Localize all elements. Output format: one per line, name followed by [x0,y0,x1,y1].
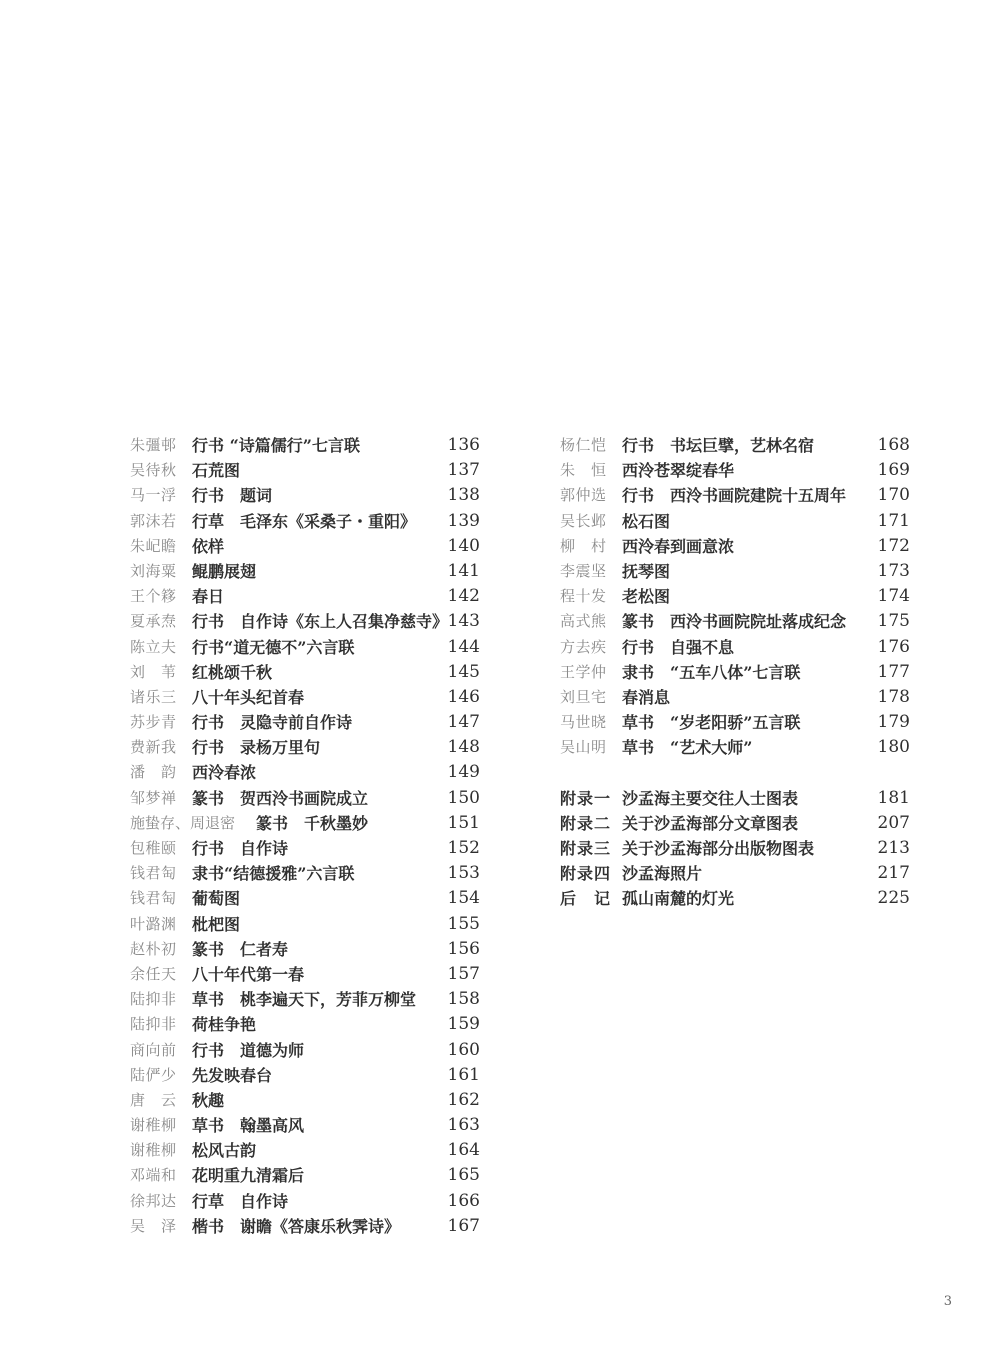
toc-entry [560,735,910,760]
entry-author: 杨仁恺 [560,436,607,454]
entry-title: 春消息 [622,687,671,707]
entry-page-number: 155 [447,913,480,934]
toc-entry [130,509,480,534]
entry-page-number: 178 [877,686,910,707]
toc-entry [130,1214,480,1239]
appendix-title: 沙孟海照片 [622,864,703,884]
entry-page-number: 180 [877,737,910,758]
entry-title: 抚琴图 [622,561,671,581]
toc-entry [560,483,910,508]
entry-author: 郭沫若 [130,511,177,530]
section-gap [560,760,910,785]
entry-title: 行书 自强不息 [622,637,735,657]
entry-page-number: 151 [447,812,480,833]
entry-title: 行书 自作诗 [192,839,289,858]
entry-title: 西泠春到画意浓 [622,536,735,556]
entry-page-number: 157 [447,963,480,984]
entry-author: 邹梦禅 [130,788,177,807]
entry-page-number: 172 [877,535,910,556]
entry-author: 刘 苇 [130,662,177,681]
entry-author: 钱君匋 [130,864,177,883]
entry-author: 施蛰存、周退密 [130,813,236,832]
toc-entry [130,1138,480,1163]
toc-entry [130,458,480,483]
appendix-label: 后 记 [560,889,612,909]
entry-page-number: 150 [447,787,480,808]
toc-entry [130,987,480,1012]
entry-author: 朱彊邨 [130,436,177,454]
entry-page-number: 162 [447,1089,480,1110]
entry-page-number: 166 [447,1190,480,1211]
entry-title: 篆书 仁者寿 [192,939,289,959]
entry-author: 朱屺瞻 [130,536,177,555]
toc-entry [130,1038,480,1063]
appendix-title: 关于沙孟海部分出版物图表 [622,839,815,858]
entry-title: 春日 [192,587,225,607]
entry-page-number: 173 [877,560,910,581]
toc-entry [560,635,910,660]
entry-page-number: 139 [447,510,480,531]
entry-page-number: 169 [877,460,910,481]
entry-title: 枇杷图 [192,914,241,934]
entry-page-number: 174 [877,586,910,607]
entry-page-number: 141 [447,560,480,581]
appendix-entry [560,811,910,836]
entry-author: 余任天 [130,964,177,983]
entry-title: 行书 西泠书画院建院十五周年 [622,486,847,506]
toc-entry [560,685,910,710]
entry-author: 陆抑非 [130,990,177,1009]
appendix-entry [560,836,910,861]
entry-title: 篆书 西泠书画院院址落成纪念 [622,612,847,632]
appendix-page-number: 181 [877,787,910,808]
toc-left-column [130,433,480,1239]
toc-entry [130,1163,480,1188]
entry-title: 行书 “诗篇儒行”七言联 [192,436,360,455]
entry-page-number: 165 [447,1165,480,1186]
entry-title: 老松图 [622,587,671,607]
entry-title: 依样 [192,536,225,556]
entry-author: 柳 村 [560,536,607,555]
toc-entry [130,710,480,735]
toc-entry [130,735,480,760]
appendix-page-number: 225 [877,888,910,909]
entry-author: 吴待秋 [130,461,177,480]
entry-title: 行书 书坛巨擘，艺林名宿 [622,436,815,455]
entry-author: 吴长邺 [560,511,607,530]
entry-author: 钱君匋 [130,889,177,908]
entry-title: 草书 翰墨高风 [192,1116,305,1136]
entry-page-number: 145 [447,661,480,682]
appendix-entry [560,861,910,886]
toc-entry [560,609,910,634]
entry-page-number: 167 [447,1215,480,1236]
toc-entry [130,635,480,660]
toc-entry [130,937,480,962]
entry-title: 行书“道无德不”六言联 [192,637,355,657]
appendix-title: 孤山南麓的灯光 [622,889,735,909]
entry-author: 商向前 [130,1040,177,1059]
entry-page-number: 142 [447,586,480,607]
entry-title: 行书 题词 [192,486,273,506]
entry-title: 行草 自作诗 [192,1191,289,1211]
entry-page-number: 175 [877,611,910,632]
toc-entry [560,458,910,483]
toc-entry [130,912,480,937]
entry-author: 诸乐三 [130,687,177,706]
entry-page-number: 158 [447,989,480,1010]
toc-entry [560,534,910,559]
toc-right-column [560,433,910,912]
toc-entry [130,660,480,685]
entry-title: 八十年代第一春 [192,964,305,984]
toc-entry [130,811,480,836]
entry-title: 草书 桃李遍天下，芳菲万柳堂 [192,990,417,1010]
appendix-label: 附录四 [560,864,612,884]
entry-title: 秋趣 [192,1090,225,1110]
entry-page-number: 137 [447,460,480,481]
entry-title: 花明重九清霜后 [192,1166,305,1186]
entry-author: 王个簃 [130,587,177,606]
toc-entry [130,836,480,861]
entry-author: 苏步青 [130,713,177,732]
entry-title: 隶书 “五车八体”七言联 [622,662,801,682]
entry-page-number: 149 [447,762,480,783]
entry-page-number: 144 [447,636,480,657]
entry-page-number: 156 [447,938,480,959]
entry-title: 草书 “艺术大师” [622,738,753,758]
toc-entry [130,483,480,508]
toc-entry [130,1113,480,1138]
entry-title: 篆书 千秋墨妙 [256,813,369,833]
entry-author: 王学仲 [560,662,607,681]
toc-entry [560,509,910,534]
appendix-title: 沙孟海主要交往人士图表 [622,788,799,808]
entry-author: 方去疾 [560,637,607,656]
entry-author: 陆抑非 [130,1015,177,1034]
entry-title: 葡萄图 [192,889,241,909]
entry-author: 李震坚 [560,561,607,580]
entry-author: 谢稚柳 [130,1116,177,1135]
entry-title: 行书 自作诗《东上人召集净慈寺》 [192,612,449,632]
entry-author: 赵朴初 [130,939,177,958]
entry-title: 西泠苍翠绽春华 [622,461,735,481]
entry-title: 行书 录杨万里句 [192,738,321,758]
entry-author: 徐邦达 [130,1191,177,1210]
entry-title: 松石图 [622,511,671,531]
entry-page-number: 148 [447,737,480,758]
appendix-entry [560,886,910,911]
toc-entry [130,584,480,609]
entry-title: 草书 “岁老阳骄”五言联 [622,713,801,733]
entry-author: 包稚颐 [130,839,177,857]
appendix-entry [560,786,910,811]
entry-page-number: 164 [447,1140,480,1161]
entry-author: 吴 泽 [130,1216,177,1235]
toc-entry [560,559,910,584]
entry-author: 谢稚柳 [130,1141,177,1160]
entry-author: 费新我 [130,738,177,757]
toc-entry [560,660,910,685]
appendix-page-number: 217 [877,863,910,884]
entry-page-number: 146 [447,686,480,707]
entry-title: 八十年头纪首春 [192,687,305,707]
entry-author: 郭仲选 [560,486,607,505]
entry-title: 荷桂争艳 [192,1015,257,1035]
entry-page-number: 152 [447,838,480,858]
entry-author: 程十发 [560,587,607,606]
appendix-page-number: 207 [877,812,910,833]
toc-entry [560,433,910,458]
entry-page-number: 170 [877,485,910,506]
appendix-label: 附录二 [560,813,612,833]
toc-entry [130,1063,480,1088]
toc-entry [130,609,480,634]
entry-page-number: 159 [447,1014,480,1035]
toc-entry [130,962,480,987]
entry-author: 邓端和 [130,1166,177,1185]
entry-author: 唐 云 [130,1090,177,1109]
appendix-label: 附录一 [560,788,612,808]
entry-page-number: 136 [447,435,480,455]
toc-entry [130,760,480,785]
entry-page-number: 153 [447,863,480,884]
entry-title: 楷书 谢瞻《答康乐秋霁诗》 [192,1216,401,1236]
entry-author: 叶潞渊 [130,914,177,933]
entry-author: 朱 恒 [560,461,607,480]
toc-entry [130,861,480,886]
toc-entry [130,1012,480,1037]
entry-page-number: 154 [447,888,480,909]
entry-author: 陈立夫 [130,637,177,656]
entry-author: 陆俨少 [130,1065,177,1084]
toc-entry [130,534,480,559]
entry-author: 高式熊 [560,612,607,631]
entry-author: 马一浮 [130,486,177,505]
entry-page-number: 168 [877,435,910,455]
entry-title: 行书 道德为师 [192,1040,305,1060]
appendix-title: 关于沙孟海部分文章图表 [622,813,799,833]
toc-entry [130,433,480,458]
entry-page-number: 179 [877,712,910,733]
appendix-label: 附录三 [560,839,612,858]
toc-entry [130,1088,480,1113]
toc-entry [560,710,910,735]
entry-page-number: 171 [877,510,910,531]
entry-title: 石荒图 [192,461,241,481]
toc-entry [130,886,480,911]
entry-author: 刘海粟 [130,561,177,580]
toc-entry [130,786,480,811]
entry-title: 行书 灵隐寺前自作诗 [192,713,353,733]
entry-page-number: 161 [447,1064,480,1085]
entry-page-number: 176 [877,636,910,657]
entry-page-number: 140 [447,535,480,556]
entry-title: 松风古韵 [192,1141,257,1161]
page-number: 3 [943,1294,952,1309]
entry-page-number: 160 [447,1039,480,1060]
entry-title: 行草 毛泽东《采桑子・重阳》 [192,511,417,531]
entry-author: 马世晓 [560,713,607,732]
entry-title: 红桃颂千秋 [192,662,273,682]
entry-title: 篆书 贺西泠书画院成立 [192,788,369,808]
entry-page-number: 177 [877,661,910,682]
entry-author: 刘旦宅 [560,687,607,706]
toc-entry [130,1189,480,1214]
entry-author: 夏承焘 [130,612,177,631]
entry-page-number: 143 [447,611,480,632]
toc-entry [560,584,910,609]
entry-page-number: 163 [447,1115,480,1136]
entry-page-number: 138 [447,485,480,506]
entry-title: 隶书“结德援雅”六言联 [192,864,355,884]
toc-entry [130,559,480,584]
entry-title: 先发映春台 [192,1065,273,1085]
entry-title: 西泠春浓 [192,763,257,783]
entry-author: 潘 韵 [130,763,177,782]
appendix-page-number: 213 [877,838,910,858]
entry-title: 鲲鹏展翅 [192,561,257,581]
entry-page-number: 147 [447,712,480,733]
toc-entry [130,685,480,710]
entry-author: 吴山明 [560,738,607,757]
